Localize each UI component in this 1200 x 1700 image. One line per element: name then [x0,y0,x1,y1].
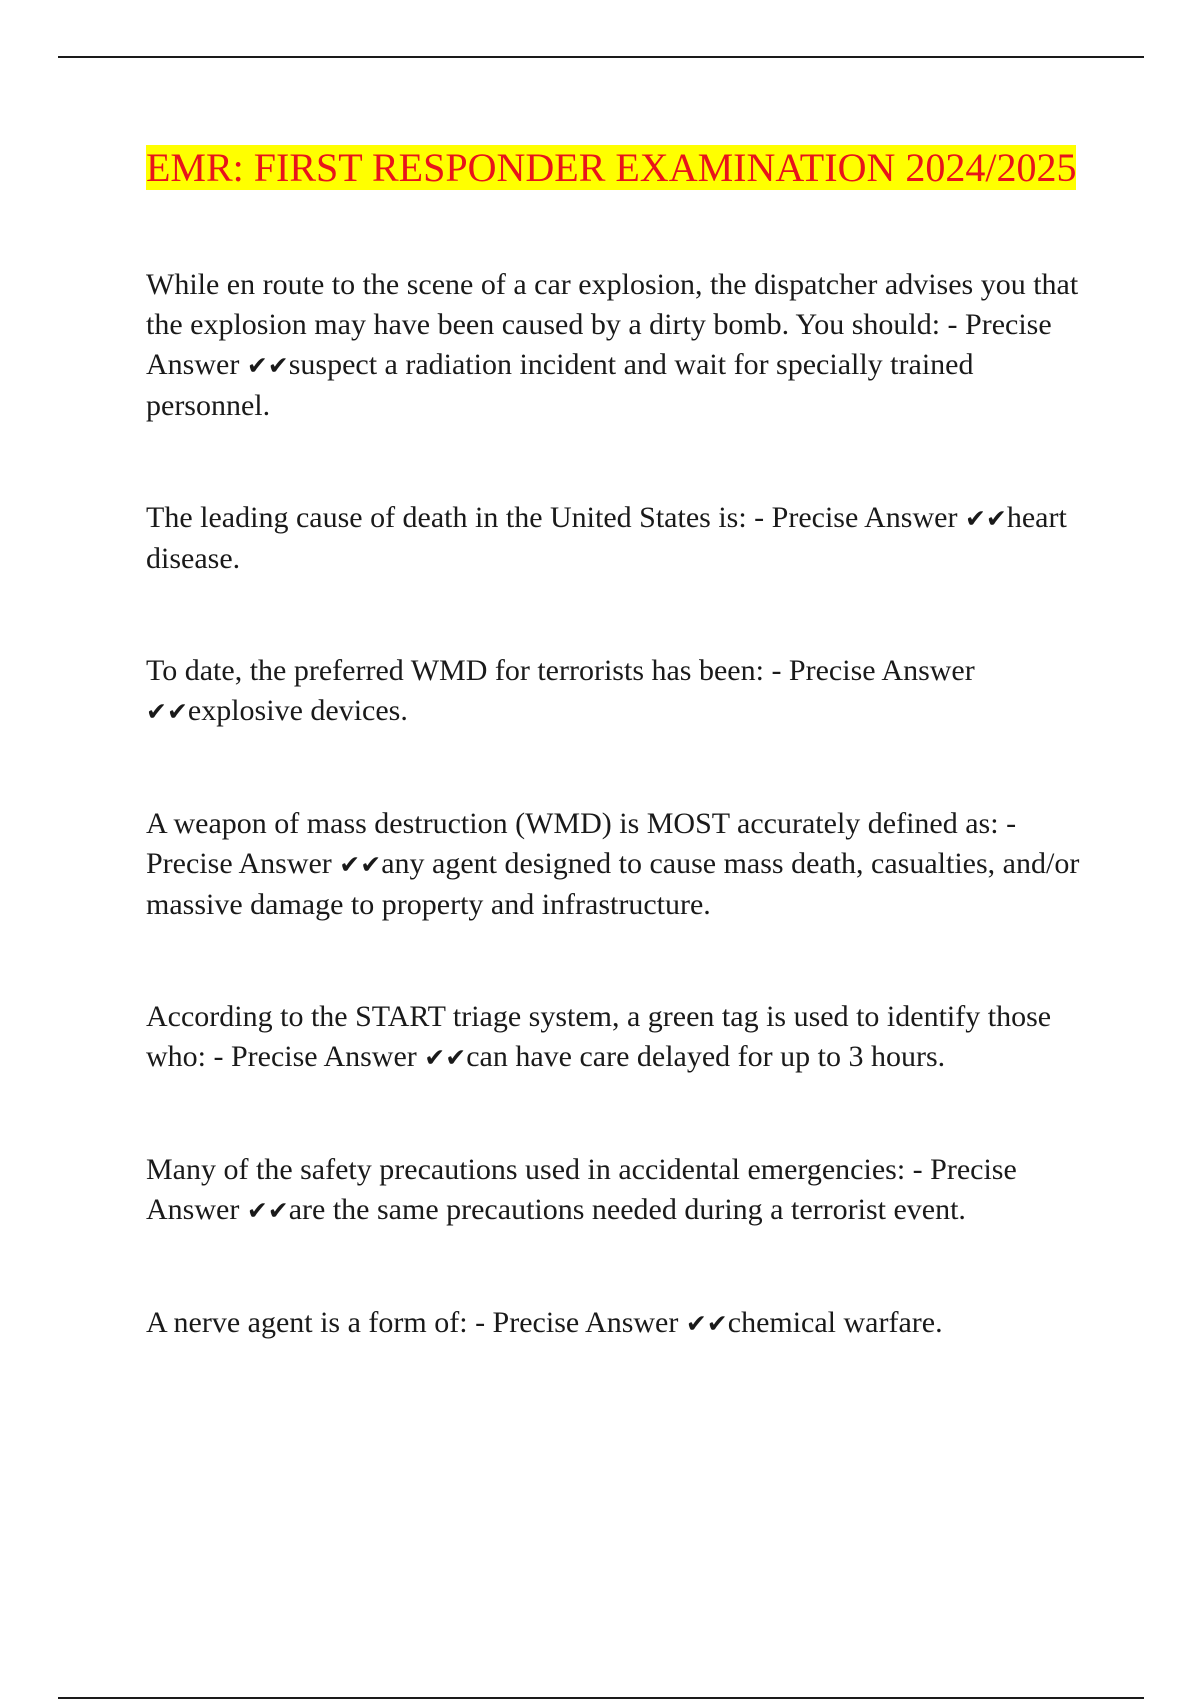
double-check-icon: ✔✔ [146,697,188,726]
qa-item [146,498,1096,579]
answer-text: heart disease. [146,501,1067,575]
bottom-rule [58,1697,1144,1699]
answer-text: suspect a radiation incident and wait for specially trained personnel. [146,348,974,422]
qa-item [146,265,1096,426]
qa-item [146,804,1096,925]
question-text: Many of the safety precautions used in accidental emergencies: - Precise Answer [146,1153,1017,1226]
question-text: The leading cause of death in the United States is: - Precise Answer [146,501,965,534]
answer-text: are the same precautions needed during a terrorist event. [288,1193,966,1226]
qa-item [146,1303,1096,1344]
qa-list [146,265,1096,1344]
top-rule [58,56,1144,58]
answer-text: chemical warfare. [727,1306,943,1339]
answer-text: explosive devices. [187,694,408,727]
double-check-icon: ✔✔ [424,1043,467,1072]
document-title [146,140,1096,195]
qa-item [146,651,1096,732]
question-text: A weapon of mass destruction (WMD) is MOST accurately defined as: - Precise Answer [146,807,1017,880]
double-check-icon: ✔✔ [246,351,289,380]
document-body [146,140,1096,1416]
question-text: To date, the preferred WMD for terrorists has been: - Precise Answer [146,654,975,687]
question-text: According to the START triage system, a green tag is used to identify those who: - Precise Answer [146,1000,1052,1073]
double-check-icon: ✔✔ [339,850,382,879]
answer-text: can have care delayed for up to 3 hours. [466,1040,946,1073]
question-text: While en route to the scene of a car explosion, the dispatcher advises you that the explosion may have been caused by a dirty bomb. You should: - Precise Answer [146,268,1079,381]
question-text: A nerve agent is a form of: - Precise Answer [146,1306,686,1339]
qa-item [146,997,1096,1078]
title-highlight: EMR: FIRST RESPONDER EXAMINATION 2024/2025 [146,145,1077,190]
double-check-icon: ✔✔ [964,504,1007,533]
double-check-icon: ✔✔ [685,1309,728,1338]
qa-item [146,1150,1096,1231]
answer-text: any agent designed to cause mass death, casualties, and/or massive damage to property and infrastructure. [146,847,1080,921]
double-check-icon: ✔✔ [246,1196,289,1225]
